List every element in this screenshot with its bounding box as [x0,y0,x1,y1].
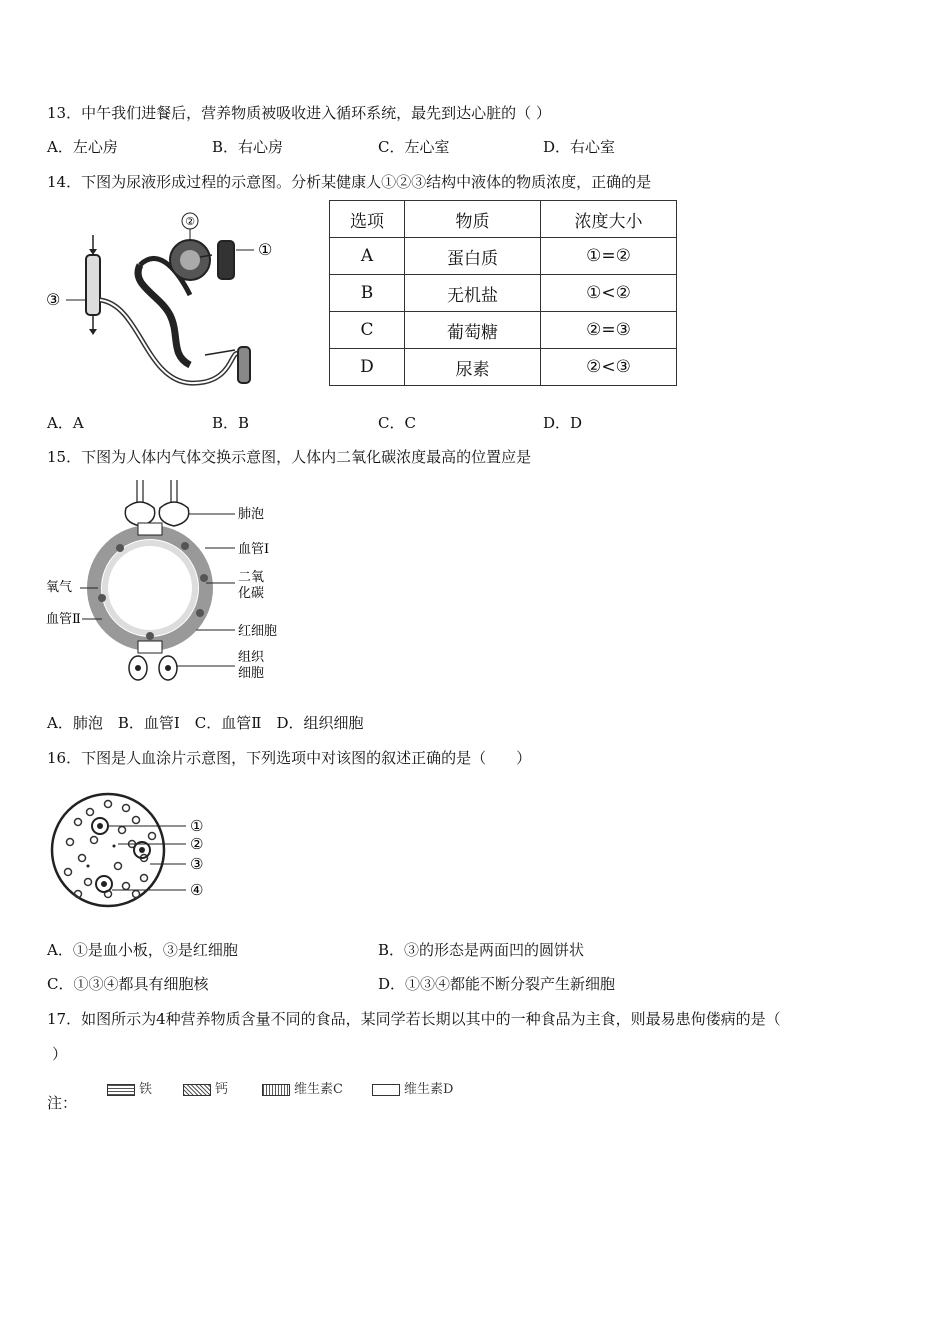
q13-option-b[interactable]: B．右心房 [212,138,284,156]
q13-option-d[interactable]: D．右心室 [543,138,616,156]
q16-option-d[interactable]: D．①③④都能不断分裂产生新细胞 [378,975,616,993]
table-header-concentration: 浓度大小 [541,201,677,238]
table-cell: B [330,275,405,312]
vitamin-c-swatch-icon [262,1084,290,1096]
table-cell: ①=② [541,238,677,275]
label-rbc: 红细胞 [238,624,278,639]
iron-swatch-icon [107,1084,135,1096]
q14-option-a[interactable]: A．A [47,414,84,432]
vitamin-d-swatch-icon [372,1084,400,1096]
nephron-label-2: ② [185,215,195,228]
nephron-label-1: ① [258,240,273,259]
q16-option-b[interactable]: B．③的形态是两面凹的圆饼状 [378,941,585,959]
smear-label-3: ③ [190,855,204,873]
gas-exchange-diagram [40,478,300,688]
label-alveolus: 肺泡 [238,507,265,522]
legend-iron: 铁 [107,1078,152,1097]
label-vessel-2: 血管Ⅱ [46,612,81,627]
blood-smear-diagram [48,782,218,922]
table-cell: C [330,312,405,349]
table-cell: ②<③ [541,349,677,386]
label-vessel-1: 血管Ⅰ [238,542,270,557]
smear-label-1: ① [190,817,204,835]
q17-stem-line2: ） [52,1045,68,1063]
q13-stem: 13．中午我们进餐后，营养物质被吸收进入循环系统，最先到达心脏的（ ） [47,104,551,122]
table-cell: 葡萄糖 [405,312,541,349]
q15-stem: 15．下图为人体内气体交换示意图，人体内二氧化碳浓度最高的位置应是 [47,448,532,466]
label-co2-1: 二氧 [238,570,265,585]
table-cell: ①<② [541,275,677,312]
q14-option-d[interactable]: D．D [543,414,583,432]
table-cell: 蛋白质 [405,238,541,275]
q17-stem-line1: 17．如图所示为4种营养物质含量不同的食品，某同学若长期以其中的一种食品为主食，则最易患佝偻病的是（ [47,1010,781,1028]
calcium-swatch-icon [183,1084,211,1096]
q16-option-c[interactable]: C．①③④都具有细胞核 [47,975,209,993]
legend-vitamin-c: 维生素C [262,1078,343,1097]
q14-table [329,200,677,386]
table-cell: 无机盐 [405,275,541,312]
table-cell: A [330,238,405,275]
nephron-diagram [40,205,280,395]
table-header-option: 选项 [330,201,405,238]
smear-label-2: ② [190,835,204,853]
smear-label-4: ④ [190,881,204,899]
q13-option-a[interactable]: A．左心房 [47,138,118,156]
table-cell: 尿素 [405,349,541,386]
table-cell: D [330,349,405,386]
q14-option-c[interactable]: C．C [378,414,416,432]
table-cell: ②=③ [541,312,677,349]
q15-options[interactable]: A．肺泡 B．血管Ⅰ C．血管Ⅱ D．组织细胞 [47,714,364,732]
q16-stem: 16．下图是人血涂片示意图，下列选项中对该图的叙述正确的是（ ） [47,749,532,767]
nephron-label-3: ③ [46,290,61,309]
q17-note: 注： [47,1094,78,1112]
table-header-substance: 物质 [405,201,541,238]
q14-stem: 14．下图为尿液形成过程的示意图。分析某健康人①②③结构中液体的物质浓度，正确的是 [47,173,652,191]
legend-vitamin-d: 维生素D [372,1078,453,1097]
label-tissue-1: 组织 [238,650,265,665]
legend-calcium: 钙 [183,1078,228,1097]
q13-option-c[interactable]: C．左心室 [378,138,450,156]
label-tissue-2: 细胞 [238,666,265,681]
q14-option-b[interactable]: B．B [212,414,250,432]
q16-option-a[interactable]: A．①是血小板，③是红细胞 [47,941,238,959]
label-oxygen: 氧气 [46,580,73,595]
label-co2-2: 化碳 [238,586,265,601]
